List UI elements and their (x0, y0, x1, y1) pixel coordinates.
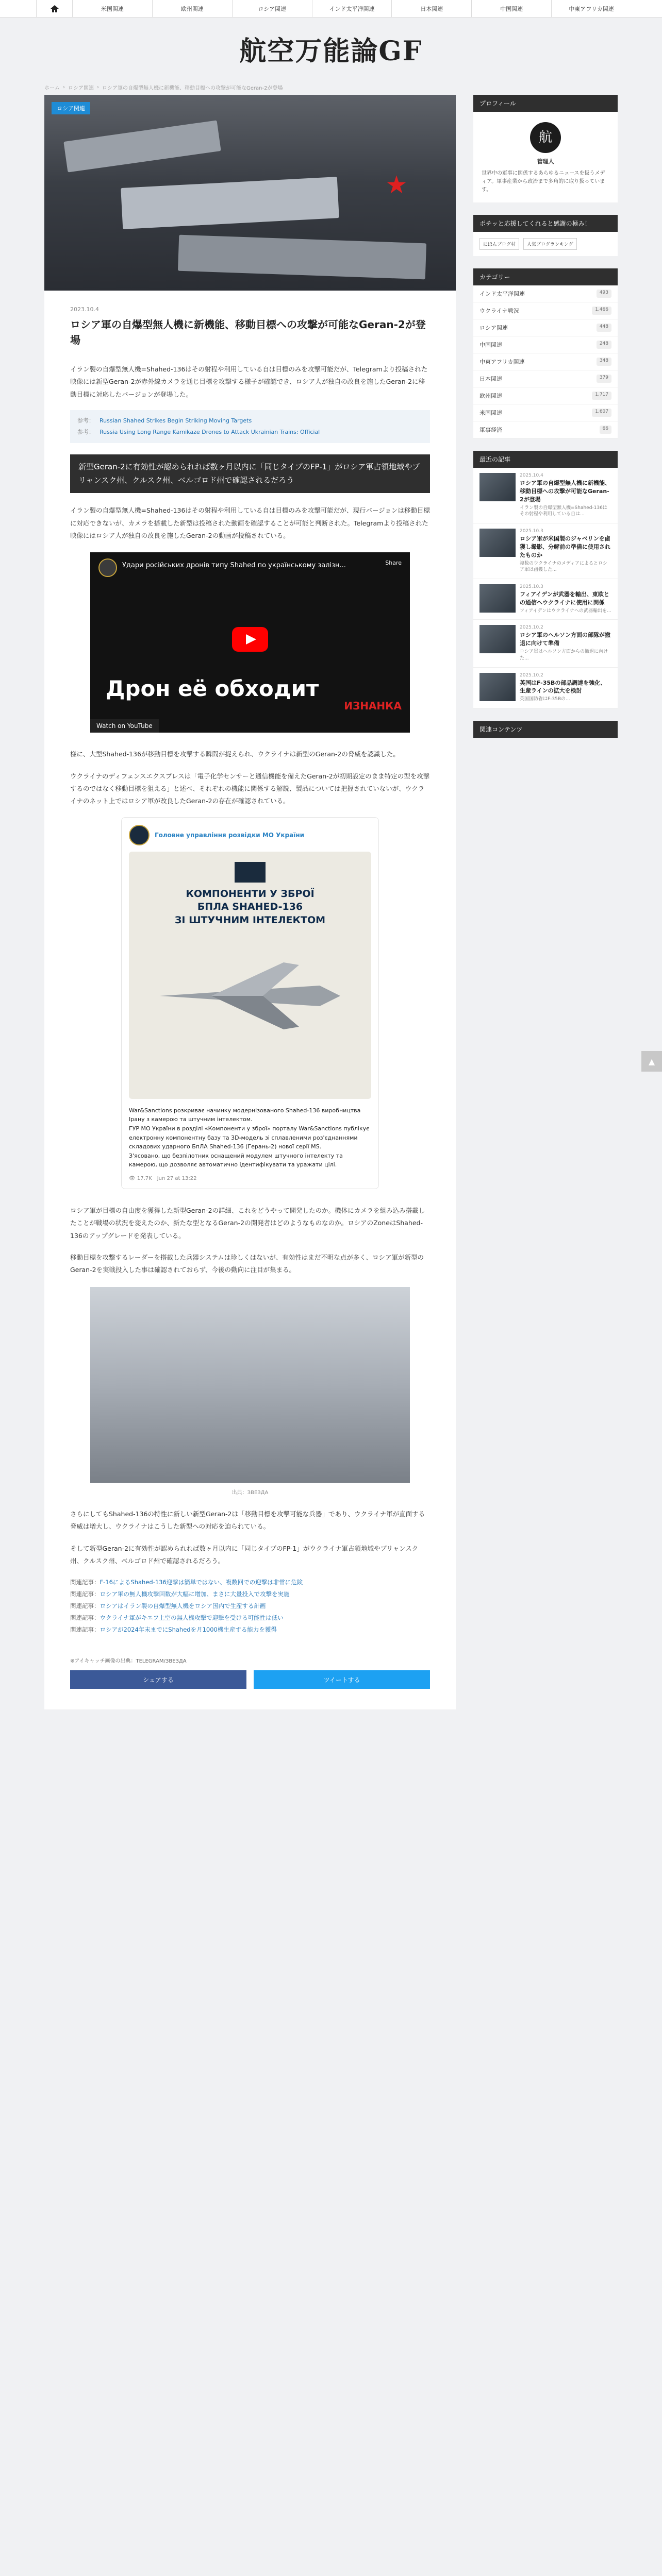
paragraph: イラン製の自爆型無人機=Shahed-136はその射程や利用している自は目標のみを攻撃可能だが、現行バージョンは移動目標に対応できないが、カメラを搭載した新型は投稿された動画を確認することが可能と判断された。Telegramより投稿された映像にはロシア人が独自の改良を施したGeran-2の動画が投稿されている。 (70, 506, 430, 539)
category-widget (473, 268, 618, 438)
recent-posts-widget (473, 451, 618, 708)
blogmura-badge[interactable]: にほんブログ村 (479, 238, 519, 250)
watch-on-youtube[interactable]: Watch on YouTube (90, 719, 159, 733)
category-item[interactable]: 欧州関連 1,717 (473, 387, 618, 404)
related-articles: 関連記事：F-16によるShahed-136迎撃は簡単ではない、複数回での迎撃は非常に危険 関連記事：ロシア軍の無人機攻撃回数が大幅に増加、まさに大量投入で攻撃を実施 関連記事：ロシアはイラン製の自爆型無人機をロシア国内で生産する計画 関連記事：ウクライナ軍がキエフ上空の無人機攻撃で迎撃を受ける可能性は低い 関連記事：ロシアが2024年末までにShahedを月1000機生産する能力を獲得 (70, 1579, 303, 1634)
telegram-views: 👁 17.7K (129, 1175, 152, 1181)
category-badge[interactable]: ロシア関連 (52, 102, 90, 114)
youtube-embed[interactable] (90, 552, 410, 733)
poster-title: КОМПОНЕНТИ У ЗБРОЇ БПЛА SHAHED-136 ЗІ ШТУЧНИМ ІНТЕЛЕКТОМ (174, 888, 326, 926)
category-item[interactable]: 軍事経済 66 (473, 421, 618, 438)
related-link[interactable]: F-16によるShahed-136迎撃は簡単ではない、複数回での迎撃は非常に危険 (100, 1579, 303, 1586)
site-header (0, 18, 662, 79)
nav-item-europe[interactable]: 欧州関連 (152, 0, 232, 17)
related-link[interactable]: ロシア軍の無人機攻撃回数が大幅に増加、まさに大量投入で攻撃を実施 (100, 1590, 290, 1598)
scroll-top-button[interactable]: ▲ (641, 1051, 662, 1072)
recent-post[interactable]: 2025.10.2 英国はF-35Bの部品調達を強化、生産ラインの拡大を検討 英国国防省はF-35Bの... (473, 668, 618, 708)
category-item[interactable]: 中東アフリカ関連 348 (473, 353, 618, 370)
nav-item-us[interactable]: 米国関連 (72, 0, 152, 17)
breadcrumb: ホーム › ロシア関連 › ロシア軍の自爆型無人機に新機能、移動目標への攻撃が可能なGeran-2が登場 (44, 84, 283, 91)
site-logo[interactable]: 航空万能論GF (239, 35, 423, 67)
profile-widget (473, 95, 618, 202)
breadcrumb-current: ロシア軍の自爆型無人機に新機能、移動目標への攻撃が可能なGeran-2が登場 (102, 85, 283, 91)
facebook-share-button[interactable]: シェアする (70, 1670, 246, 1689)
video-brand: ИЗНАНКА (344, 700, 402, 713)
recent-post[interactable]: 2025.10.2 ロシア軍のヘルソン方面の部隊が撤退に向けて準備 ロシア軍はヘルソン方面からの撤退に向けた... (473, 620, 618, 667)
reference-link[interactable]: Russian Shahed Strikes Begin Striking Moving Targets (100, 417, 252, 425)
recent-post[interactable]: 2025.10.4 ロシア軍の自爆型無人機に新機能、移動目標への攻撃が可能なGeran-2が登場 イラン製の自爆型無人機=Shahed-136はその射程や利用している自は... (473, 468, 618, 523)
nav-item-russia[interactable]: ロシア関連 (232, 0, 312, 17)
main-article (44, 95, 456, 1709)
related-link[interactable]: ウクライナ軍がキエフ上空の無人機攻撃で迎撃を受ける可能性は低い (100, 1614, 284, 1622)
related-link[interactable]: ロシアはイラン製の自爆型無人機をロシア国内で生産する計画 (100, 1602, 266, 1610)
profile-desc: 世界中の軍事に関係するあらゆるニュースを扱うメディア。軍事産業から政治まで多角的に取り扱っています。 (482, 171, 605, 193)
category-item[interactable]: ウクライナ戦況 1,466 (473, 302, 618, 319)
widget-title: 関連コンテンツ (473, 721, 618, 738)
headline-box: 新型Geran-2に有効性が認められれば数ヶ月以内に「同じタイプのFP-1」がロシア軍占領地域やブリャンスク州、クルスク州、ベルゴロド州で確認されるだろう (70, 454, 430, 493)
paragraph: 様に、大型Shahed-136が移動目標を攻撃する瞬間が捉えられ、ウクライナは新型のGeran-2の脅威を認識した。 (70, 750, 400, 758)
top-nav (0, 0, 662, 18)
ranking-widget (473, 215, 618, 256)
paragraph: ウクライナのディフェンスエクスプレスは「電子化学センサーと通信機能を備えたGeran-2が初期設定のまま特定の型を攻撃するのではなく移動目標を狙える」と述べ、それぞれの機能に関係する解説、製品については把握されていないが、ウクライナのネット上ではロシア軍が改良したGeran-2の存在が確認されている。 (70, 772, 430, 805)
photo-caption: 出典：ЗВЕЗДА (231, 1489, 269, 1496)
article-photo (90, 1287, 410, 1483)
recent-post[interactable]: 2025.10.3 フィアイデンが武器を輸出、東欧との通信へウクライナに使用に関係 フィアイデンはウクライナへの武器輸出を... (473, 579, 618, 620)
widget-title: プロフィール (473, 95, 618, 112)
widget-title: 最近の記事 (473, 451, 618, 468)
paragraph: さらにしてもShahed-136の特性に新しい新型Geran-2は「移動目標を攻撃可能な兵器」であり、ウクライナ軍が直面する脅威は増大し、ウクライナはこうした新型への対応を迫られている。 (70, 1510, 425, 1531)
video-title[interactable]: Удари російських дронів типу Shahed по українському залізн... (122, 562, 346, 570)
article-title: ロシア軍の自爆型無人機に新機能、移動目標への攻撃が可能なGeran-2が登場 (70, 318, 426, 346)
category-item[interactable]: 日本関連 379 (473, 370, 618, 387)
red-star-icon: ★ (385, 171, 408, 199)
recent-post[interactable]: 2025.10.3 ロシア軍が米国製のジャベリンを鹵獲し撮影、分解前の準備に使用されたものか 複数のウクライナのメディアによるとロシア軍は鹵獲した... (473, 523, 618, 579)
category-item[interactable]: 米国関連 1,607 (473, 404, 618, 421)
breadcrumb-home[interactable]: ホーム (44, 85, 60, 91)
breadcrumb-category[interactable]: ロシア関連 (68, 85, 94, 91)
widget-title: カテゴリー (473, 268, 618, 285)
drone-illustration-icon (150, 960, 351, 1032)
pr-widget (473, 721, 618, 738)
widget-title: ポチッと応援してくれると感謝の極み！ (473, 215, 618, 232)
profile-avatar-icon: 航 (530, 122, 561, 153)
paragraph: 移動目標を攻撃するレーダーを搭載した兵器システムは珍しくはないが、有効性はまだ不明な点が多く、ロシア軍が新型のGeran-2を実戦投入した事は確認されておらず、今後の動向に注目が集まる。 (70, 1253, 424, 1274)
hero-image (44, 95, 456, 291)
telegram-channel[interactable]: Головне управління розвідки МО України (155, 831, 305, 839)
paragraph: イラン製の自爆型無人機=Shahed-136はその射程や利用している自は目標のみを攻撃可能だが、Telegramより投稿された映像には新型Geran-2が赤外線カメラを通じ目標を攻撃する様子が確認でき、ロシア人が独自の改良を施したGeran-2に移動目標に対応したバージョンが登場した。 (70, 365, 428, 398)
image-source: ※アイキャッチ画像の出典：TELEGRAM/ЗВЕЗДА (70, 1658, 187, 1665)
share-button[interactable]: Share (385, 560, 402, 567)
telegram-embed (121, 817, 379, 1189)
nav-item-china[interactable]: 中国関連 (471, 0, 551, 17)
telegram-time: Jun 27 at 13:22 (157, 1175, 197, 1181)
gur-emblem-icon (235, 862, 266, 883)
telegram-text: War&Sanctions розкриває начинку модернізованого Shahed-136 виробництва Ірану з камерою та штучним інтелектом. ГУР МО України в розділі «Компоненти у зброї» порталу War&Sanctions публікує електронну компонентну базу та 3D-модель зі сплавленими роз'єднаннями складових ударного БпЛА Shahed-136 (Герань-2) нової серії MS. З'ясовано, що безпілотник оснащений модулем штучного інтелекту та камерою, що дозволяє автоматично ідентифікувати та уражати цілі. (129, 1107, 370, 1168)
related-link[interactable]: ロシアが2024年末までにShahedを月1000機生産する能力を獲得 (100, 1626, 277, 1634)
reference-links: 参考： Russian Shahed Strikes Begin Striking Moving Targets 参考： Russia Using Long Range Kamikaze Drones to Attack Ukrainian Trains: Official (70, 410, 430, 443)
play-icon[interactable] (232, 627, 268, 652)
category-item[interactable]: 中国関連 248 (473, 336, 618, 353)
telegram-poster[interactable] (129, 852, 371, 1099)
channel-avatar (98, 558, 117, 577)
reference-link[interactable]: Russia Using Long Range Kamikaze Drones to Attack Ukrainian Trains: Official (100, 429, 320, 436)
nav-item-indopacific[interactable]: インド太平洋関連 (312, 0, 392, 17)
nav-item-japan[interactable]: 日本関連 (391, 0, 471, 17)
paragraph: そして新型Geran-2に有効性が認められれば数ヶ月以内に「同じタイプのFP-1」がウクライナ軍占領地域やブリャンスク州、クルスク州、ベルゴロド州で確認されるだろう。 (70, 1544, 419, 1565)
sidebar (473, 95, 618, 750)
telegram-avatar (129, 825, 150, 845)
paragraph: ロシア軍が目標の自由度を獲得した新型Geran-2の詳細、これをどうやって開発したのか。機体にカメラを組み込み搭載したことが戦場の状況を変えたのか、新たな型となるGeran-2の開発者はどのようなものなのか。ロシアのZoneはShahed-136のアップグレードを発表している。 (70, 1206, 425, 1240)
category-item[interactable]: ロシア関連 448 (473, 319, 618, 336)
home-icon[interactable] (36, 0, 72, 17)
ranking-badge[interactable]: 人気ブログランキング (523, 238, 577, 250)
category-item[interactable]: インド太平洋関連 493 (473, 285, 618, 302)
profile-name: 管理人 (537, 158, 554, 165)
twitter-share-button[interactable]: ツイートする (254, 1670, 430, 1689)
video-overlay-text: Дрон её обходит (106, 676, 319, 702)
article-date: 2023.10.4 (70, 306, 99, 313)
nav-item-mideast[interactable]: 中東アフリカ関連 (551, 0, 631, 17)
